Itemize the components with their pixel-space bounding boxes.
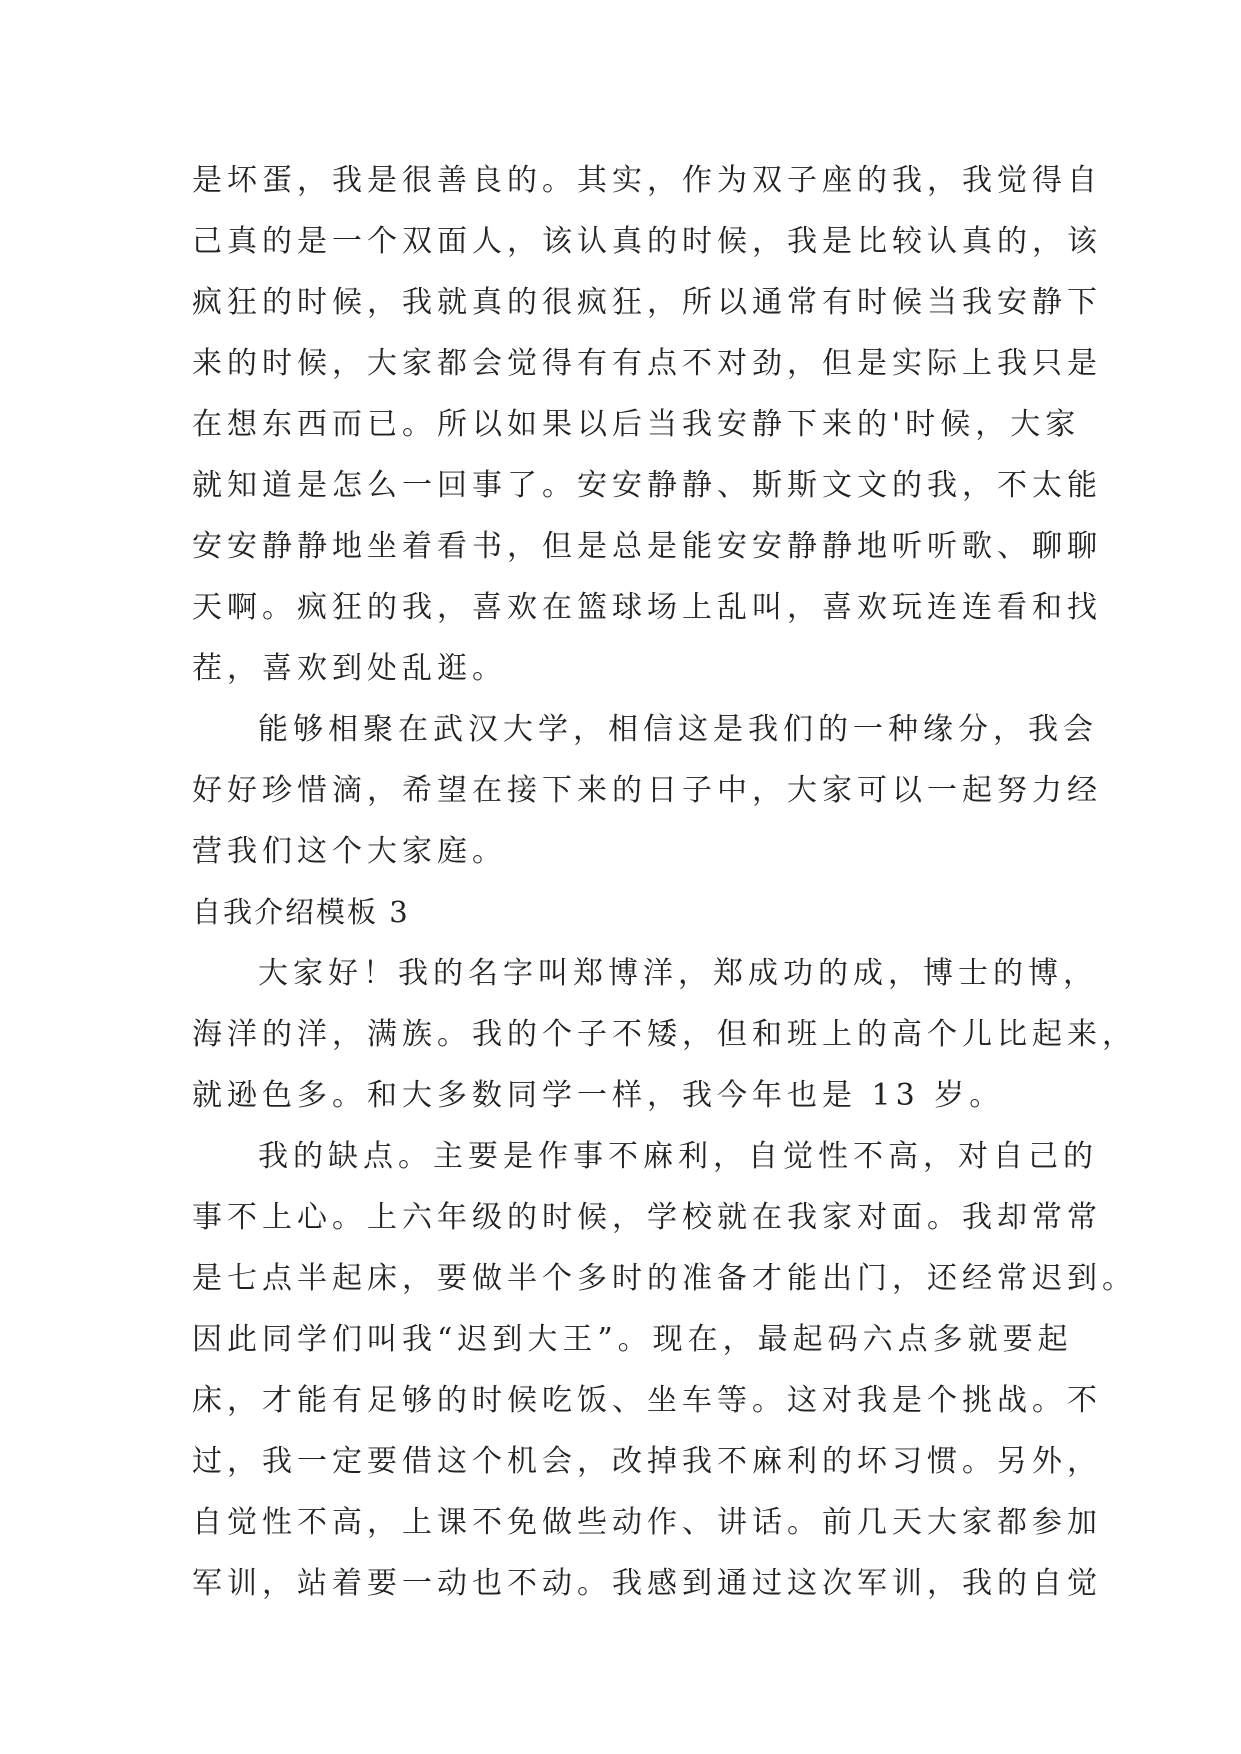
text-line: 就知道是怎么一回事了。安安静静、斯斯文文的我，不太能 <box>192 468 1102 503</box>
text-line: 安安静静地坐着看书，但是总是能安安静静地听听歌、聊聊 <box>192 529 1102 564</box>
text-line: 好好珍惜滴，希望在接下来的日子中，大家可以一起努力经 <box>192 773 1102 808</box>
text-line: 我的缺点。主要是作事不麻利，自觉性不高，对自己的 <box>258 1139 1098 1174</box>
text-line: 过，我一定要借这个机会，改掉我不麻利的坏习惯。另外， <box>192 1444 1102 1479</box>
text-line: 是坏蛋，我是很善良的。其实，作为双子座的我，我觉得自 <box>192 163 1102 198</box>
text-line: 军训，站着要一动也不动。我感到通过这次军训，我的自觉 <box>192 1566 1102 1601</box>
paragraph-closing <box>192 699 1102 882</box>
text-line: 自觉性不高，上课不免做些动作、讲话。前几天大家都参加 <box>192 1505 1102 1540</box>
text-line: 在想东西而已。所以如果以后当我安静下来的'时候，大家 <box>192 407 1081 442</box>
text-line: 己真的是一个双面人，该认真的时候，我是比较认真的，该 <box>192 224 1102 259</box>
text-line: 因此同学们叫我“迟到大王”。现在，最起码六点多就要起 <box>192 1322 1073 1357</box>
paragraph-introduction <box>192 943 1137 1126</box>
section-heading: 自我介绍模板 3 <box>192 895 410 929</box>
paragraph-shortcomings <box>192 1126 1137 1614</box>
text-line: 疯狂的时候，我就真的很疯狂，所以通常有时候当我安静下 <box>192 285 1102 320</box>
text-line: 茬，喜欢到处乱逛。 <box>192 651 507 686</box>
text-line: 事不上心。上六年级的时候，学校就在我家对面。我却常常 <box>192 1200 1102 1235</box>
paragraph-continued <box>192 150 1102 699</box>
text-line: 天啊。疯狂的我，喜欢在篮球场上乱叫，喜欢玩连连看和找 <box>192 590 1102 625</box>
text-line: 是七点半起床，要做半个多时的准备才能出门，还经常迟到。 <box>192 1261 1137 1296</box>
text-line: 海洋的洋，满族。我的个子不矮，但和班上的高个儿比起来， <box>192 1017 1137 1052</box>
text-line: 就逊色多。和大多数同学一样，我今年也是 13 岁。 <box>192 1078 1005 1113</box>
text-line: 营我们这个大家庭。 <box>192 834 507 869</box>
text-line: 床，才能有足够的时候吃饭、坐车等。这对我是个挑战。不 <box>192 1383 1102 1418</box>
text-line: 来的时候，大家都会觉得有有点不对劲，但是实际上我只是 <box>192 346 1102 381</box>
text-line: 大家好！我的名字叫郑博洋，郑成功的成，博士的博， <box>258 956 1098 991</box>
document-body <box>192 150 1137 1614</box>
text-line: 能够相聚在武汉大学，相信这是我们的一种缘分，我会 <box>258 712 1098 747</box>
